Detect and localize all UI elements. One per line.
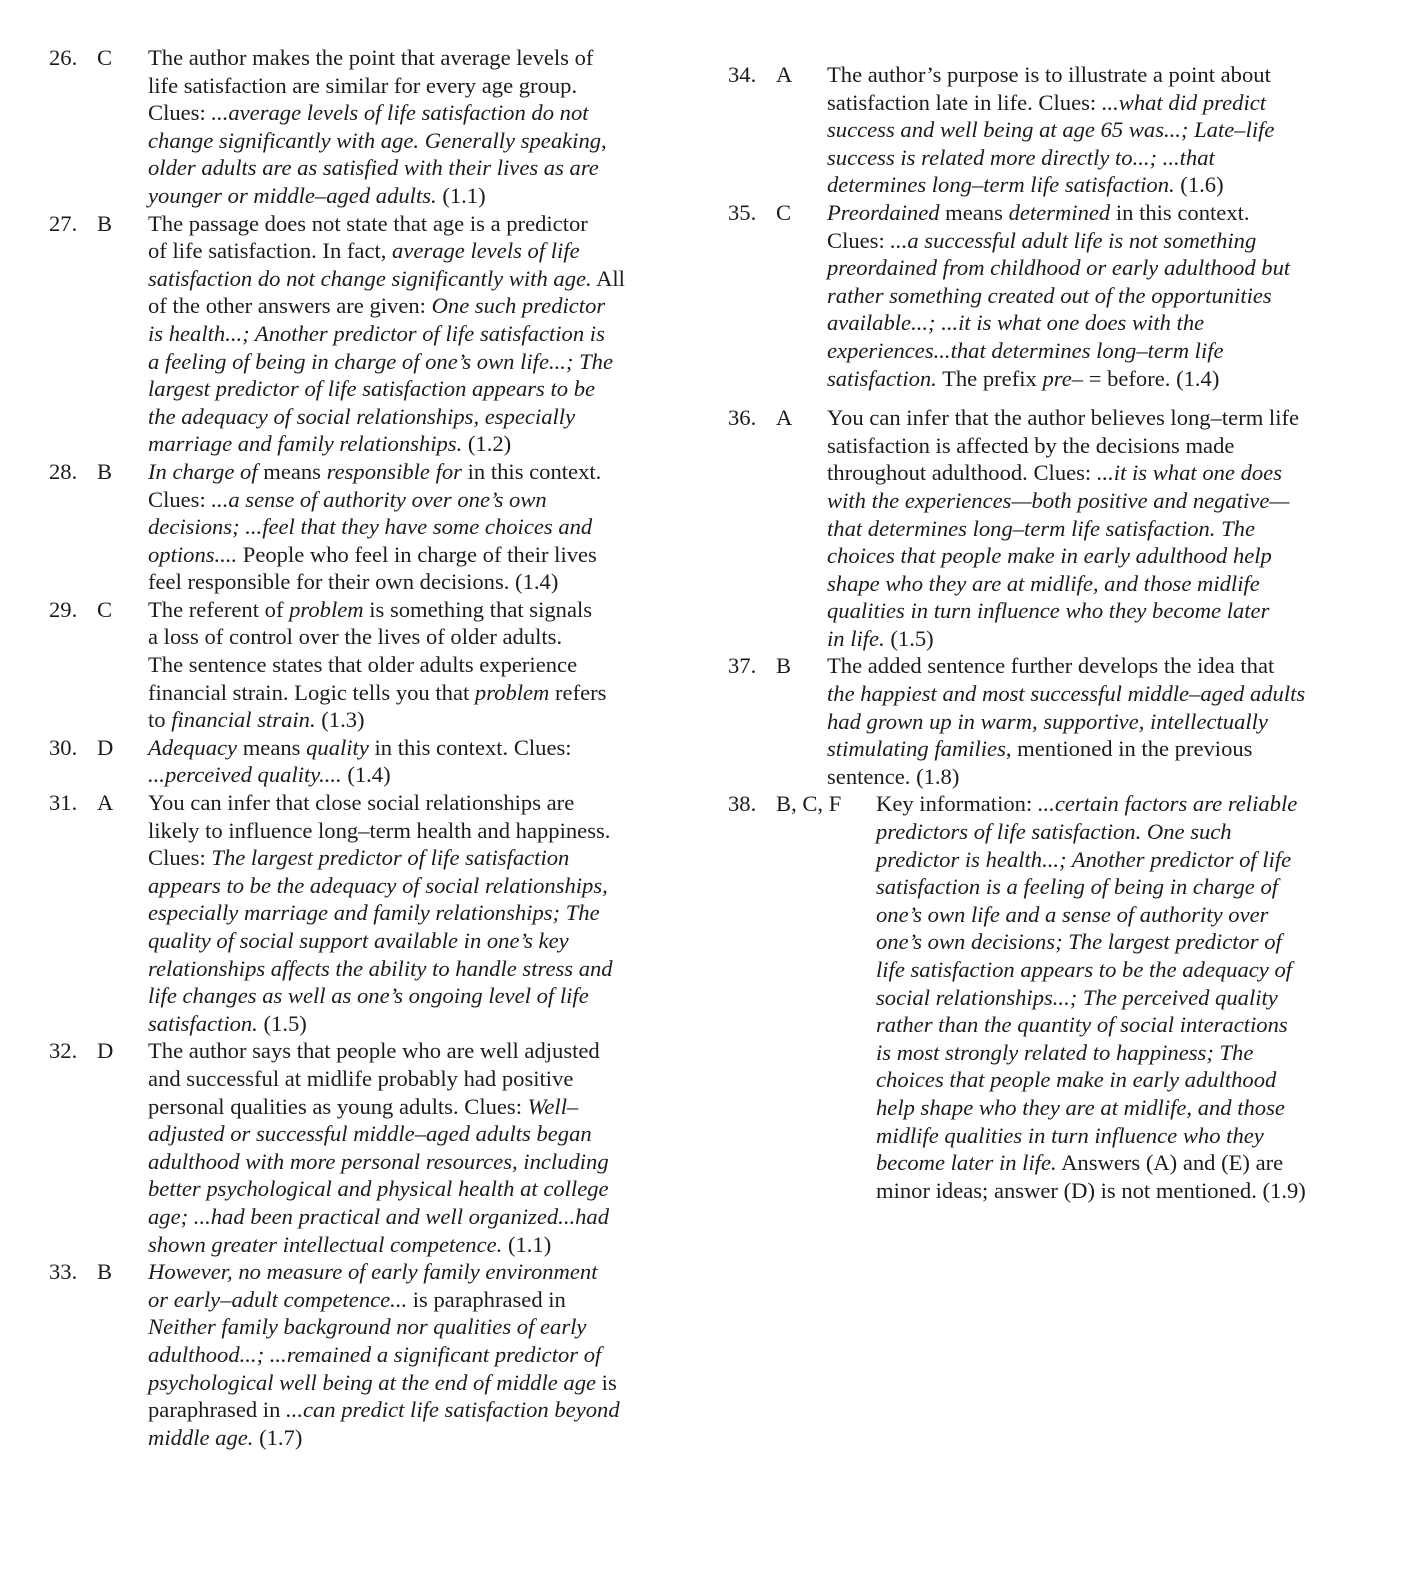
quoted-text: age; ...had been practical and well organized...had [148,1203,610,1229]
plain-text: (1.3) [315,707,365,733]
explanation-line [827,365,1368,393]
explanation-line [876,873,1368,901]
explanation-line [148,1396,689,1424]
plain-text: = before. (1.4) [1083,365,1220,391]
explanation-line [148,541,689,569]
explanation-line [827,116,1368,144]
explanation-line [876,901,1368,929]
quoted-text: stimulating families [827,736,1006,762]
quoted-text: satisfaction is a feeling of being in charge of [876,874,1279,900]
explanation-line [148,1175,689,1203]
quoted-text: ...a sense of authority over one’s own [211,486,547,512]
plain-text: throughout adulthood. Clues: [827,460,1097,486]
quoted-text: ...it is what one does [1096,460,1283,486]
explanation-line [148,348,689,376]
plain-text: satisfaction is affected by the decisions made [827,432,1235,458]
explanation-line [876,956,1368,984]
explanation-line [827,337,1368,365]
explanation-line [827,735,1368,763]
quoted-text: become later in life. [876,1150,1057,1176]
quoted-text: Adequacy [148,734,238,760]
explanation [148,1258,689,1451]
explanation-line [148,872,689,900]
explanation-line [876,1039,1368,1067]
quoted-text: experiences...that determines long–term life [827,337,1224,363]
answer-letter: B [97,210,113,236]
plain-text: The author makes the point that average levels of [148,45,594,70]
quoted-text: choices that people make in early adulthood help [827,543,1272,569]
answer-letter: D [97,1038,114,1064]
quoted-text: rather than the quantity of social interactions [876,1012,1288,1038]
explanation-line [148,72,689,100]
quoted-text: adulthood...; ...remained a significant predictor of [148,1341,602,1367]
explanation-line [827,171,1368,199]
answer-letter: A [776,405,793,431]
question-number: 34. [728,62,757,87]
explanation-line [148,430,689,458]
explanation-line [827,708,1368,736]
quoted-text: ...average levels of life satisfaction do not [211,100,589,126]
quoted-text: older adults are as satisfied with their lives as are [148,155,599,181]
plain-text: (1.4) [341,762,391,788]
explanation-line [827,254,1368,282]
left-column [49,44,689,1451]
quoted-text: marriage and family relationships. [148,431,463,457]
quoted-text: satisfaction. [827,365,937,391]
quoted-text: the adequacy of social relationships, especially [148,403,576,429]
answer-letter: B, C, F [776,791,842,817]
quoted-text: middle age. [148,1424,254,1450]
explanation-line [827,680,1368,708]
explanation-line [876,984,1368,1012]
plain-text: to [148,707,172,733]
plain-text: The sentence states that older adults experience [148,652,578,678]
explanation-line [148,458,689,486]
quoted-text: ...what did predict [1101,89,1267,115]
explanation-line [148,761,689,789]
quoted-text: options.... [148,541,238,567]
answer-entry-28 [49,458,689,596]
quoted-text: The largest predictor of life satisfaction [211,845,570,871]
explanation-line [827,570,1368,598]
quoted-text: ...a successful adult life is not something [890,227,1257,253]
quoted-text: especially marriage and family relationships; The [148,900,600,926]
quoted-text: had grown up in warm, supportive, intellectually [827,708,1268,734]
plain-text: sentence. (1.8) [827,763,960,789]
quoted-text: preordained from childhood or early adulthood but [827,255,1291,281]
quoted-text: adjusted or successful middle–aged adults began [148,1121,592,1147]
quoted-text: decisions; ...feel that they have some choices and [148,514,593,540]
quoted-text: life changes as well as one’s ongoing level of life [148,983,589,1009]
explanation-line [148,706,689,734]
quoted-text: ...perceived quality.... [148,762,342,788]
explanation-line [148,1093,689,1121]
answer-entry-36 [728,404,1368,652]
quoted-text: Neither family background nor qualities of early [148,1314,587,1340]
entry-spacer [728,392,1368,404]
explanation-line [148,237,689,265]
explanation-line [876,1094,1368,1122]
plain-text: All [591,265,625,291]
explanation-line [827,432,1368,460]
plain-text: minor ideas; answer (D) is not mentioned. (1.9) [876,1177,1306,1203]
explanation-line [148,844,689,872]
plain-text: is [596,1369,617,1395]
quoted-text: financial strain. [171,707,316,733]
quoted-text: determines long–term life satisfaction. [827,172,1175,198]
plain-text: Clues: [148,845,212,871]
plain-text: Answers (A) and (E) are [1056,1150,1284,1176]
plain-text: means [257,458,327,484]
quoted-text: shown greater intellectual competence. [148,1231,503,1257]
plain-text: (1.1) [436,182,486,208]
question-number: 26. [49,45,78,70]
plain-text: is something that signals [363,596,593,622]
explanation [148,789,689,1037]
explanation-line [827,309,1368,337]
explanation-line [148,486,689,514]
plain-text: feel responsible for their own decisions. (1.4) [148,569,559,595]
explanation-line [827,515,1368,543]
quoted-text: is most strongly related to happiness; The [876,1039,1254,1065]
explanation-line [148,1010,689,1038]
answer-letter: D [97,734,114,760]
plain-text: (1.2) [462,431,512,457]
quoted-text: is health...; Another predictor of life satisfaction is [148,320,605,346]
plain-text: means [939,199,1009,225]
plain-text: Clues: [148,100,212,126]
quoted-text: ...can predict life satisfaction beyond [286,1397,620,1423]
quoted-text: average levels of life [392,238,580,264]
explanation-line [827,459,1368,487]
quoted-text: change significantly with age. Generally speaking, [148,127,607,153]
answer-entry-26 [49,44,689,210]
explanation-line [148,1037,689,1065]
explanation-line [148,210,689,238]
explanation-line [148,1341,689,1369]
plain-text: (1.7) [253,1424,303,1450]
question-number: 30. [49,734,78,760]
explanation [148,734,689,789]
quoted-text: problem [474,679,550,705]
plain-text: Clues: [827,227,891,253]
question-number: 36. [728,405,757,431]
answer-letter: C [97,596,113,622]
quoted-text: one’s own life and a sense of authority over [876,901,1269,927]
quoted-text: shape who they are at midlife, and those midlife [827,570,1260,596]
quoted-text: psychological well being at the end of middle age [148,1369,597,1395]
explanation [148,1037,689,1258]
explanation-line [827,597,1368,625]
plain-text: You can infer that the author believes long–term life [827,405,1300,431]
plain-text: The passage does not state that age is a predictor [148,210,588,236]
answer-letter: A [776,62,793,87]
plain-text: financial strain. Logic tells you that [148,679,475,705]
answer-entry-31 [49,789,689,1037]
question-number: 35. [728,199,757,225]
explanation-line [148,734,689,762]
quoted-text: help shape who they are at midlife, and those [876,1094,1285,1120]
quoted-text: One such predictor [431,293,606,319]
explanation-line [827,199,1368,227]
right-column [728,61,1368,1204]
quoted-text: choices that people make in early adulthood [876,1067,1277,1093]
plain-text: The added sentence further develops the idea that [827,653,1275,679]
explanation-line [827,89,1368,117]
explanation-line [827,144,1368,172]
quoted-text: However, no measure of early family environment [148,1259,598,1285]
plain-text: Clues: [148,486,212,512]
explanation [827,652,1368,790]
question-number: 27. [49,210,78,236]
quoted-text: satisfaction do not change significantly with age. [148,265,592,291]
explanation-line [148,1258,689,1286]
explanation-line [827,404,1368,432]
question-number: 33. [49,1259,78,1285]
explanation-line [827,652,1368,680]
plain-text: The referent of [148,596,290,622]
quoted-text: qualities in turn influence who they become later [827,598,1270,624]
plain-text: likely to influence long–term health and happiness. [148,817,611,843]
question-number: 28. [49,458,78,484]
answer-letter: C [97,45,113,70]
quoted-text: social relationships...; The perceived quality [876,984,1278,1010]
quoted-text: problem [289,596,364,622]
quoted-text: quality [306,734,369,760]
explanation-line [827,227,1368,255]
explanation-line [827,542,1368,570]
question-number: 31. [49,790,78,816]
explanation-line [148,1424,689,1452]
explanation-line [148,982,689,1010]
explanation-line [876,1122,1368,1150]
explanation-line [148,1231,689,1259]
explanation-line [148,568,689,596]
plain-text: , mentioned in the previous [1005,736,1253,762]
plain-text: The prefix [936,365,1043,391]
explanation-line [148,899,689,927]
quoted-text: predictors of life satisfaction. One such [876,819,1232,845]
explanation-line [148,44,689,72]
explanation-line [148,679,689,707]
quoted-text: satisfaction. [148,1010,258,1036]
quoted-text: success and well being at age 65 was...; Late–life [827,117,1275,143]
explanation-line [148,127,689,155]
explanation-line [876,790,1368,818]
answer-entry-35 [728,199,1368,392]
quoted-text: quality of social support available in one’s key [148,928,569,953]
quoted-text: Well– [527,1093,579,1119]
answer-entry-27 [49,210,689,458]
plain-text: Key information: [876,791,1038,817]
plain-text: (1.6) [1174,172,1224,198]
answer-letter: B [776,653,792,679]
quoted-text: responsible for [326,458,462,484]
explanation-line [148,1286,689,1314]
explanation-line [148,320,689,348]
plain-text: in this context. [1110,199,1250,225]
plain-text: and successful at midlife probably had positive [148,1065,574,1091]
plain-text: satisfaction late in life. Clues: [827,89,1102,115]
quoted-text: better psychological and physical health at college [148,1176,609,1202]
explanation-line [827,61,1368,89]
quoted-text: predictor is health...; Another predictor of life [876,846,1292,872]
answer-letter: C [776,199,792,225]
answer-entry-33 [49,1258,689,1451]
answer-letter: A [97,790,114,816]
explanation-line [148,1120,689,1148]
answer-letter: B [97,458,113,484]
quoted-text: available...; ...it is what one does with the [827,310,1205,336]
question-number: 29. [49,596,78,622]
explanation-line [876,1011,1368,1039]
explanation-line [148,1369,689,1397]
explanation-line [148,99,689,127]
question-number: 37. [728,653,757,679]
explanation-line [148,1203,689,1231]
plain-text: (1.5) [257,1010,307,1036]
explanation-line [876,1066,1368,1094]
plain-text: personal qualities as young adults. Clues: [148,1093,528,1119]
explanation [148,210,689,458]
explanation [148,596,689,734]
plain-text: (1.5) [884,625,934,651]
quoted-text: Preordained [827,199,940,225]
quoted-text: rather something created out of the opportunities [827,282,1272,308]
plain-text: in this context. [461,458,602,484]
explanation-line [148,182,689,210]
quoted-text: or early–adult competence... [148,1286,408,1312]
quoted-text: adulthood with more personal resources, including [148,1148,609,1174]
quoted-text: relationships affects the ability to handle stress and [148,955,613,981]
plain-text: (1.1) [502,1231,552,1257]
quoted-text: ...certain factors are reliable [1037,791,1298,817]
explanation-line [148,817,689,845]
explanation-line [148,789,689,817]
explanation-line [876,928,1368,956]
plain-text: refers [549,679,607,705]
quoted-text: In charge of [148,458,258,484]
quoted-text: in life. [827,625,885,651]
quoted-text: younger or middle–aged adults. [148,182,437,208]
quoted-text: appears to be the adequacy of social relationships, [148,872,608,898]
explanation-line [148,596,689,624]
explanation-line [148,154,689,182]
explanation-line [148,927,689,955]
explanation-line [827,763,1368,791]
explanation [148,44,689,210]
quoted-text: the happiest and most successful middle–aged adults [827,681,1306,707]
plain-text: of life satisfaction. In fact, [148,238,393,264]
explanation [876,790,1368,1204]
quoted-text: midlife qualities in turn influence who they [876,1122,1264,1148]
quoted-text: a feeling of being in charge of one’s own life...; The [148,348,613,374]
explanation-line [876,818,1368,846]
explanation-line [876,1177,1368,1205]
question-number: 38. [728,791,757,817]
plain-text: of the other answers are given: [148,293,432,319]
explanation-line [148,623,689,651]
explanation-line [148,1065,689,1093]
explanation [148,458,689,596]
explanation-line [148,403,689,431]
explanation-line [876,846,1368,874]
quoted-text: with the experiences—both positive and negative— [827,487,1290,513]
plain-text: a loss of control over the lives of older adults. [148,624,563,650]
explanation [827,61,1368,199]
explanation-line [827,625,1368,653]
plain-text: The author’s purpose is to illustrate a point about [827,62,1271,87]
question-number: 32. [49,1038,78,1064]
answer-entry-38 [728,790,1368,1204]
quoted-text: largest predictor of life satisfaction appears to be [148,376,596,402]
explanation-line [148,1313,689,1341]
explanation [827,404,1368,652]
plain-text: in this context. Clues: [368,734,572,760]
explanation-line [148,513,689,541]
plain-text: is paraphrased in [407,1286,566,1312]
answer-entry-29 [49,596,689,734]
answer-entry-32 [49,1037,689,1258]
plain-text: paraphrased in [148,1397,287,1423]
explanation-line [148,651,689,679]
quoted-text: determined [1008,199,1111,225]
quoted-text: life satisfaction appears to be the adequacy of [876,957,1293,982]
answer-entry-37 [728,652,1368,790]
explanation-line [148,375,689,403]
explanation-line [876,1149,1368,1177]
explanation-line [148,1148,689,1176]
answer-entry-30 [49,734,689,789]
quoted-text: one’s own decisions; The largest predictor of [876,929,1282,955]
quoted-text: success is related more directly to...; ...that [827,144,1215,170]
explanation-line [148,955,689,983]
quoted-text: that determines long–term life satisfaction. The [827,515,1255,541]
explanation-line [827,487,1368,515]
explanation [827,199,1368,392]
plain-text: The author says that people who are well adjusted [148,1038,600,1064]
explanation-line [827,282,1368,310]
explanation-line [148,265,689,293]
answer-letter: B [97,1259,113,1285]
plain-text: People who feel in charge of their lives [237,541,597,567]
quoted-text: pre– [1042,365,1084,391]
plain-text: means [237,734,307,760]
answer-entry-34 [728,61,1368,199]
plain-text: You can infer that close social relationships are [148,790,575,816]
plain-text: life satisfaction are similar for every age group. [148,72,578,98]
explanation-line [148,292,689,320]
